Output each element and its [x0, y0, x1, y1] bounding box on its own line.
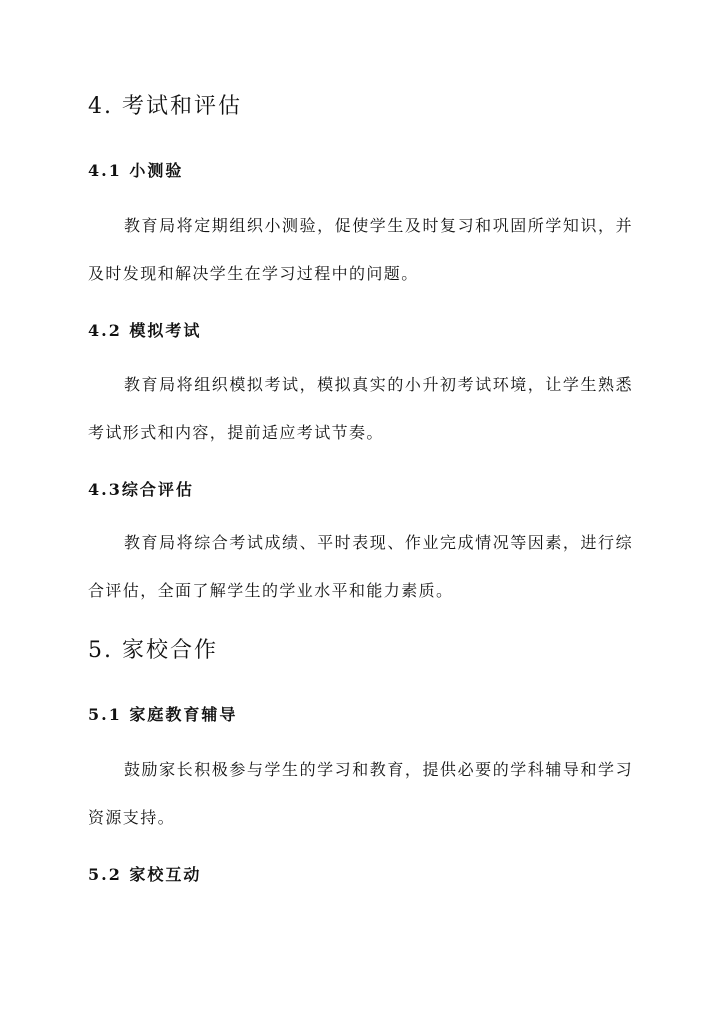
paragraph-4-3: 教育局将综合考试成绩、平时表现、作业完成情况等因素，进行综合评估，全面了解学生的学业水平和能力素质。 — [88, 533, 633, 600]
subsection-heading-5-2: 5.2 家校互动 — [88, 865, 202, 884]
section-heading-4: 4. 考试和评估 — [88, 94, 242, 119]
paragraph-5-1: 鼓励家长积极参与学生的学习和教育，提供必要的学科辅导和学习资源支持。 — [88, 760, 633, 827]
subsection-heading-4-2: 4.2 模拟考试 — [88, 321, 202, 340]
paragraph-4-2: 教育局将组织模拟考试，模拟真实的小升初考试环境，让学生熟悉考试形式和内容，提前适应考试节奏。 — [88, 375, 633, 442]
subsection-heading-4-1: 4.1 小测验 — [88, 161, 184, 180]
subsection-heading-4-3: 4.3综合评估 — [88, 480, 194, 499]
section-heading-5: 5. 家校合作 — [88, 638, 218, 663]
subsection-heading-5-1: 5.1 家庭教育辅导 — [88, 705, 238, 724]
paragraph-4-1: 教育局将定期组织小测验，促使学生及时复习和巩固所学知识，并及时发现和解决学生在学习过程中的问题。 — [88, 216, 633, 283]
